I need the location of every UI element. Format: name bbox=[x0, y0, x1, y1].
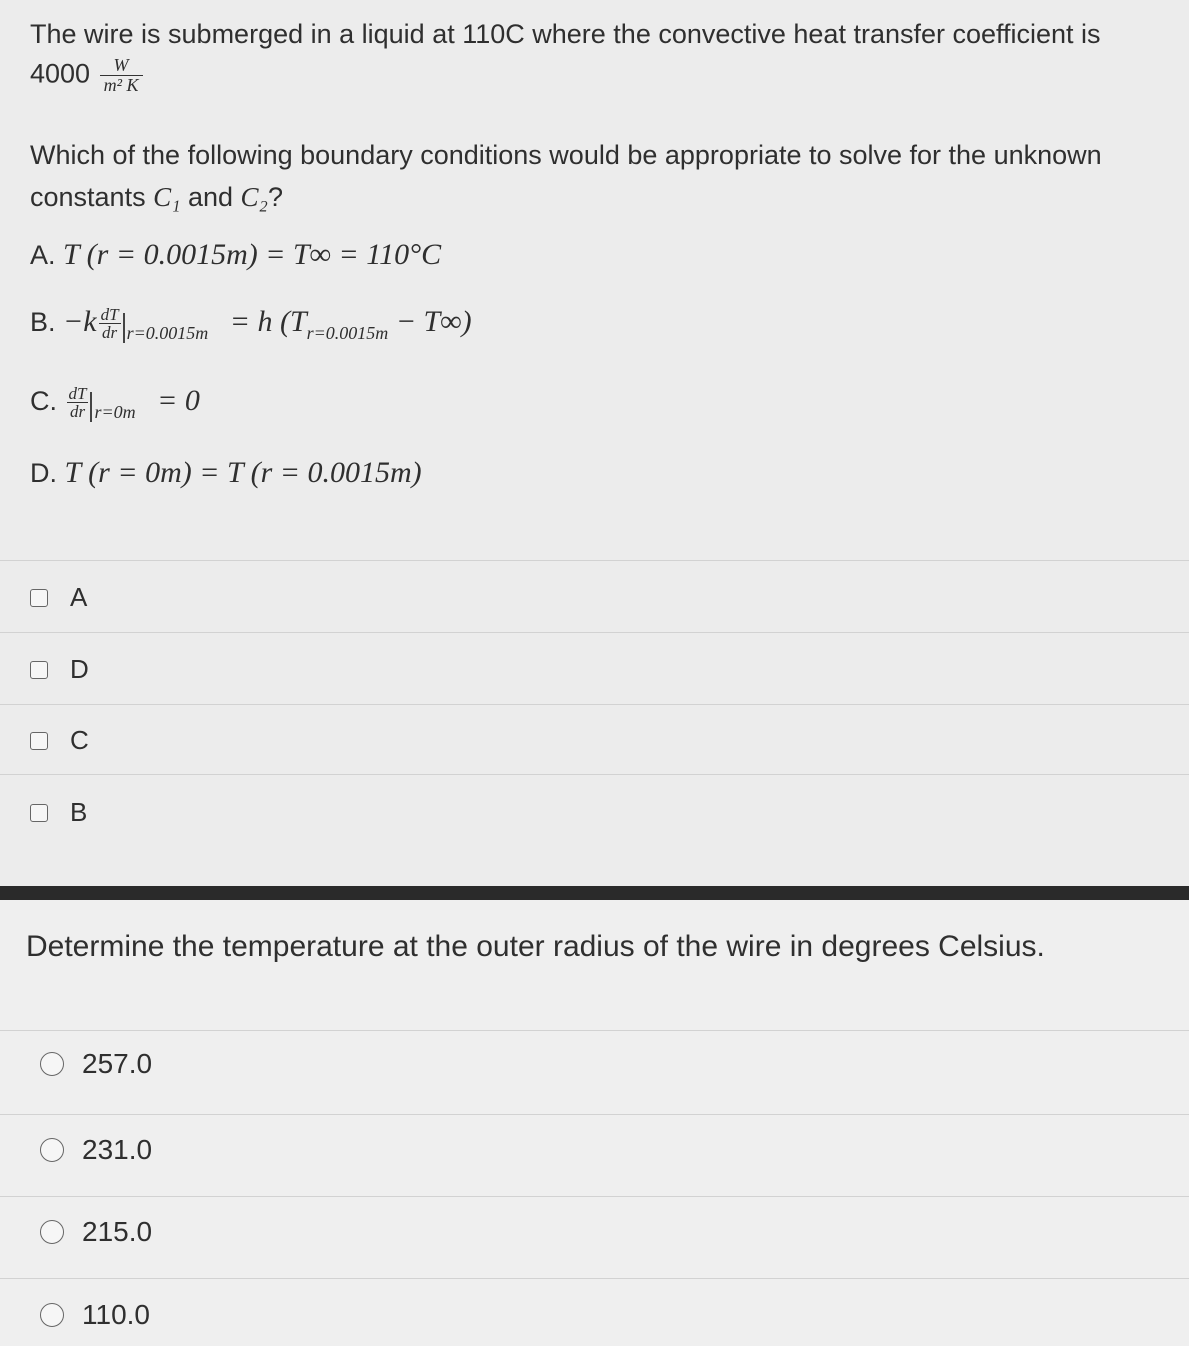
separator bbox=[0, 1114, 1189, 1115]
checkbox-icon[interactable] bbox=[30, 661, 48, 679]
separator bbox=[0, 774, 1189, 775]
radio-icon[interactable] bbox=[40, 1138, 64, 1162]
option-b-derivative: $\frac{dT}{dr}$ bbox=[100, 305, 119, 343]
radio-choice-231[interactable]: 231.0 bbox=[40, 1134, 152, 1166]
h-coefficient bbox=[30, 56, 143, 95]
option-d-equation: T (r = 0m) = T (r = 0.0015m) bbox=[64, 456, 422, 489]
boundary-option-c: C. $\frac{dT}{dr}$ $_{r=0m}$ = 0 bbox=[30, 384, 200, 422]
question-1-line-2: constants C₁ and C₂? bbox=[30, 182, 283, 212]
boundary-option-a: A. T (r = 0.0015m) = T∞ = 110°C bbox=[30, 238, 442, 271]
boundary-option-b: B. −k $\frac{dT}{dr}$ $_{r=0.0015m}$ = h $(T_{r=0.0015m} - T\infty)$ bbox=[30, 305, 472, 343]
h-unit-fraction bbox=[100, 56, 143, 95]
radio-choice-110[interactable]: 110.0 bbox=[40, 1299, 150, 1331]
separator bbox=[0, 1278, 1189, 1279]
checkbox-choice-b[interactable]: B bbox=[30, 797, 87, 828]
checkbox-icon[interactable] bbox=[30, 589, 48, 607]
question-1-line-1: Which of the following boundary conditions would be appropriate to solve for the unknown bbox=[30, 140, 1102, 170]
option-a-equation: T (r = 0.0015m) = T∞ = 110°C bbox=[63, 238, 442, 271]
question-1-intro: The wire is submerged in a liquid at 110C where the convective heat transfer coefficient is bbox=[30, 19, 1101, 49]
h-unit-denominator: m² K bbox=[103, 75, 139, 95]
section-divider bbox=[0, 886, 1189, 900]
boundary-option-d: D. T (r = 0m) = T (r = 0.0015m) bbox=[30, 456, 422, 489]
checkbox-choice-a[interactable]: A bbox=[30, 582, 87, 613]
radio-icon[interactable] bbox=[40, 1052, 64, 1076]
checkbox-choice-d[interactable]: D bbox=[30, 654, 89, 685]
radio-icon[interactable] bbox=[40, 1303, 64, 1327]
option-c-derivative: $\frac{dT}{dr}$ bbox=[68, 384, 87, 422]
question-2-panel bbox=[0, 900, 1189, 1346]
h-unit-numerator: W bbox=[100, 56, 143, 76]
checkbox-choice-c[interactable]: C bbox=[30, 725, 89, 756]
separator bbox=[0, 704, 1189, 705]
separator bbox=[0, 1030, 1189, 1031]
separator bbox=[0, 632, 1189, 633]
separator bbox=[0, 560, 1189, 561]
constant-c1: C₁ bbox=[153, 182, 181, 212]
separator bbox=[0, 1196, 1189, 1197]
checkbox-icon[interactable] bbox=[30, 732, 48, 750]
radio-choice-215[interactable]: 215.0 bbox=[40, 1216, 152, 1248]
checkbox-icon[interactable] bbox=[30, 804, 48, 822]
question-1-prompt bbox=[30, 134, 1102, 218]
constant-c2: C₂ bbox=[240, 182, 268, 212]
question-2-prompt: Determine the temperature at the outer radius of the wire in degrees Celsius. bbox=[26, 930, 1045, 963]
radio-choice-257[interactable]: 257.0 bbox=[40, 1048, 152, 1080]
radio-icon[interactable] bbox=[40, 1220, 64, 1244]
h-value: 4000 bbox=[30, 58, 91, 89]
